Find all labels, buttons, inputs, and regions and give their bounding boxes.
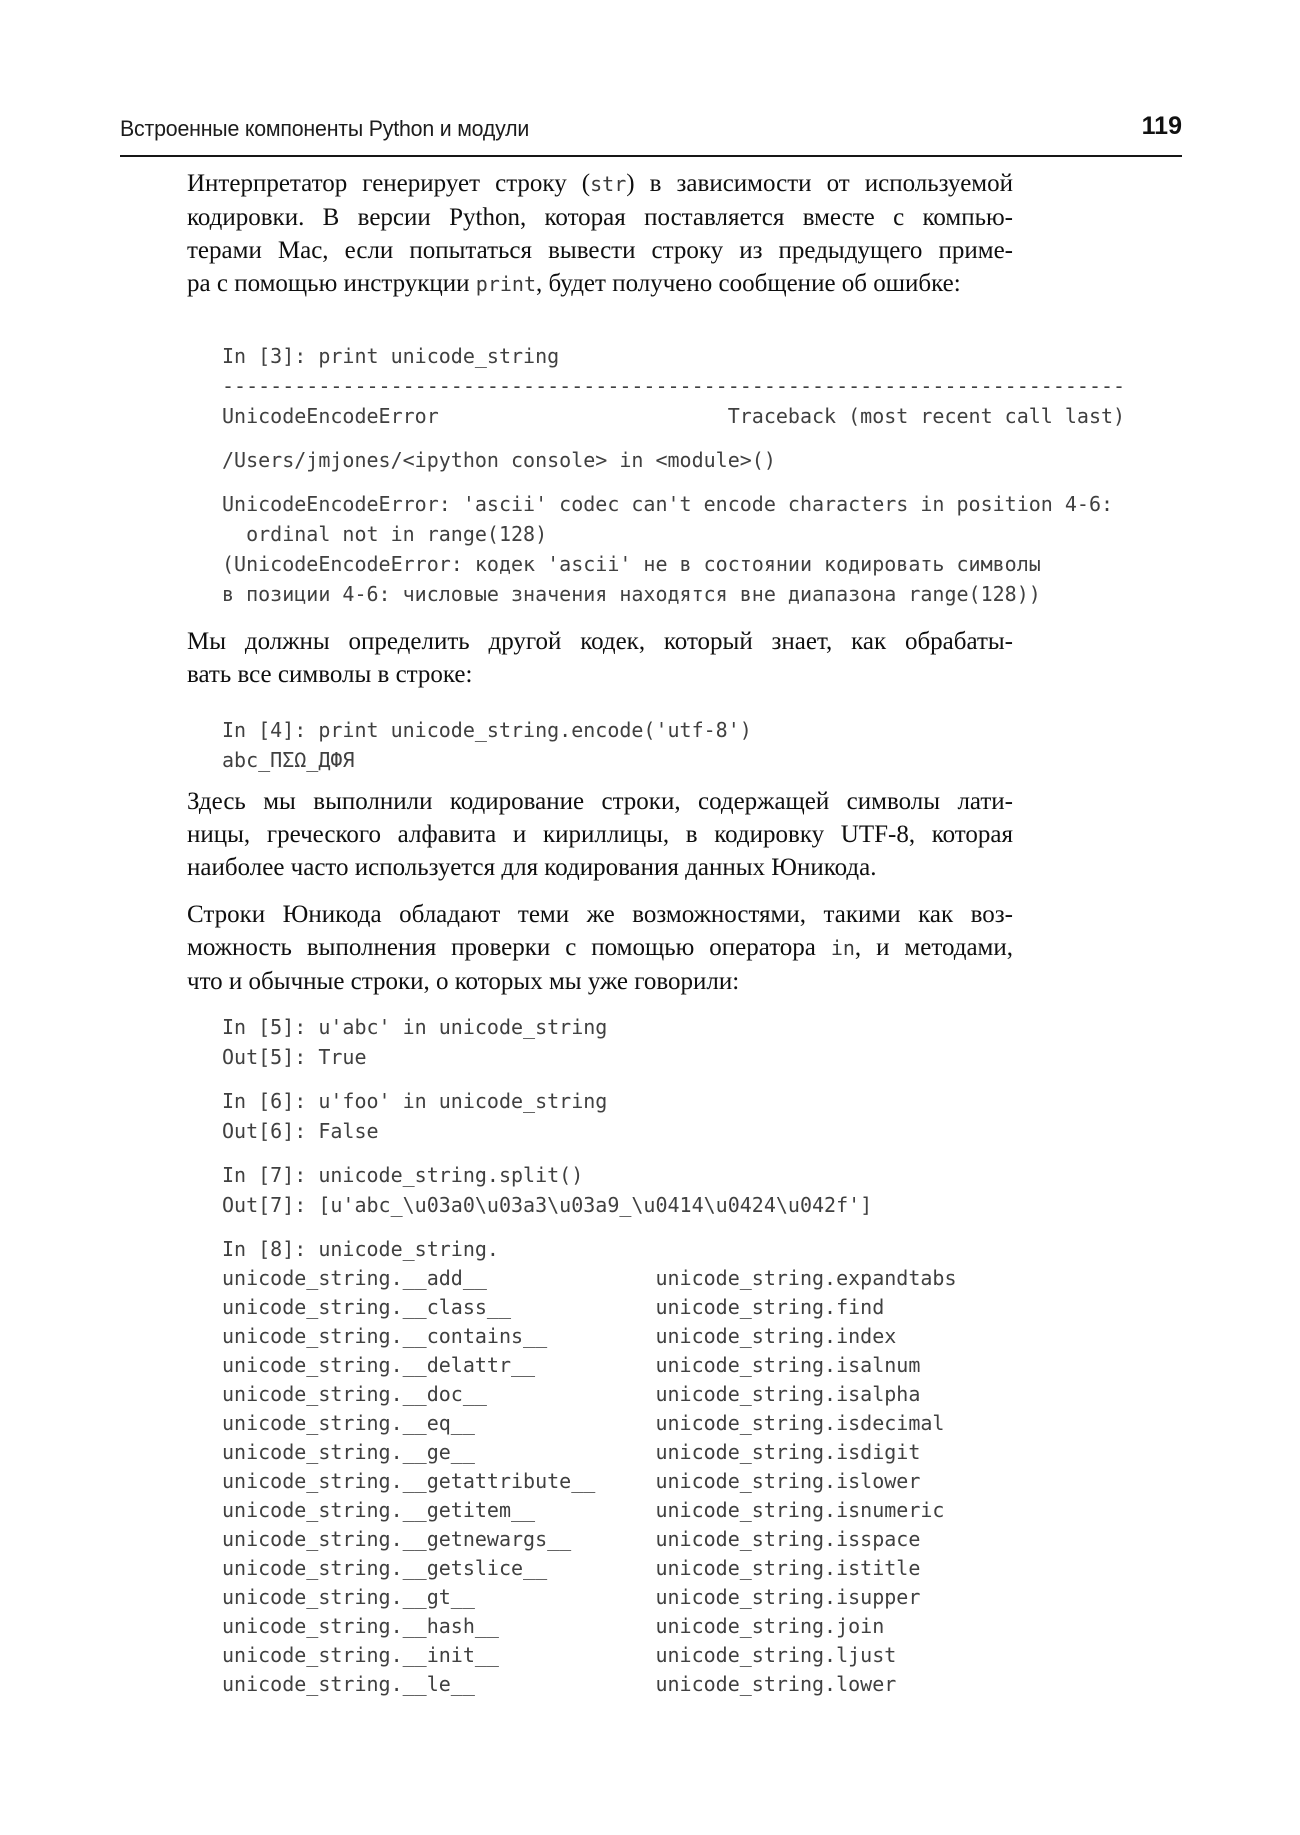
body-paragraph [187,785,1013,884]
completion-row [222,1554,1300,1583]
completion-row [222,1525,1300,1554]
code-line: в позиции 4-6: числовые значения находятся вне диапазона range(128)) [222,582,1041,606]
completion-left: unicode_string.__add__ [222,1266,487,1290]
completion-right: unicode_string.ljust [655,1643,897,1667]
completion-row [222,1322,1300,1351]
completion-row [222,1496,1300,1525]
code-blank-line [222,1072,1300,1086]
code-line: --------------------------------------------------------------------------- [222,374,1126,398]
completion-row [222,1670,1300,1699]
completion-left: unicode_string.__eq__ [222,1411,475,1435]
completion-row [222,1583,1300,1612]
completion-right: unicode_string.find [655,1295,885,1319]
paragraph-line: ра с помощью инструкции print, будет получено сообщение об ошибке: [187,270,961,297]
completion-right: unicode_string.isdigit [655,1440,921,1464]
completion-left: unicode_string.__le__ [222,1672,475,1696]
completion-left: unicode_string.__delattr__ [222,1353,536,1377]
completion-row [222,1641,1300,1670]
completion-left: unicode_string.__getattribute__ [222,1469,596,1493]
completion-left: unicode_string.__getslice__ [222,1556,548,1580]
page-body [0,157,1300,1699]
code-line: In [7]: unicode_string.split() [222,1163,584,1187]
code-block [222,715,1300,775]
completion-row [222,1380,1300,1409]
completion-right: unicode_string.isalpha [655,1382,921,1406]
code-line: Out[5]: True [222,1045,367,1069]
code-line: In [6]: u'foo' in unicode_string [222,1089,608,1113]
code-line: In [8]: unicode_string. [222,1237,499,1261]
completion-right: unicode_string.isalnum [655,1353,921,1377]
paragraph-line: Строки Юникода обладают теми же возможностями, такими как воз- [187,901,1013,928]
completion-row [222,1612,1300,1641]
code-line: /Users/jmjones/<ipython console> in <module>() [222,448,776,472]
code-blank-line [222,1146,1300,1160]
completion-left: unicode_string.__gt__ [222,1585,475,1609]
paragraph-line: вать все символы в строке: [187,661,473,688]
completion-row [222,1409,1300,1438]
inline-code: str [590,172,627,196]
code-block [222,1012,1300,1264]
completion-right: unicode_string.isupper [655,1585,921,1609]
completion-right: unicode_string.islower [655,1469,921,1493]
code-line: In [3]: print unicode_string [222,344,560,368]
page-number: 119 [1141,112,1182,140]
completion-left: unicode_string.__getitem__ [222,1498,536,1522]
completion-row [222,1467,1300,1496]
paragraph-line: кодировки. В версии Python, которая поставляется вместе с компью- [187,204,1013,231]
inline-code: print [475,272,537,296]
code-line: ordinal not in range(128) [222,522,548,546]
code-line: abc_ΠΣΩ_ДФЯ [222,748,355,772]
code-line: In [5]: u'abc' in unicode_string [222,1015,608,1039]
body-paragraph [187,167,1013,301]
paragraph-line: терами Mac, если попытаться вывести строку из предыдущего приме- [187,237,1013,264]
completion-right: unicode_string.isdecimal [655,1411,945,1435]
body-paragraph [187,625,1013,691]
paragraph-line: ницы, греческого алфавита и кириллицы, в кодировку UTF-8, которая [187,821,1013,848]
completion-row [222,1351,1300,1380]
completion-left: unicode_string.__hash__ [222,1614,499,1638]
completion-left: unicode_string.__class__ [222,1295,511,1319]
completion-row [222,1293,1300,1322]
paragraph-line: Интерпретатор генерирует строку (str) в зависимости от используемой [187,170,1014,197]
completion-list [222,1264,1300,1699]
code-block [222,341,1300,609]
code-line: Out[6]: False [222,1119,379,1143]
running-head-title: Встроенные компоненты Python и модули [120,116,530,141]
code-blank-line [222,475,1300,489]
completion-left: unicode_string.__getnewargs__ [222,1527,572,1551]
completion-right: unicode_string.isspace [655,1527,921,1551]
code-blank-line [222,1220,1300,1234]
paragraph-line: наиболее часто используется для кодирования данных Юникода. [187,854,877,881]
paragraph-line: можность выполнения проверки с помощью оператора in, и методами, [187,934,1013,961]
completion-right: unicode_string.index [655,1324,897,1348]
code-line: (UnicodeEncodeError: кодек 'ascii' не в состоянии кодировать символы [222,552,1041,576]
code-line: Out[7]: [u'abc_\u03a0\u03a3\u03a9_\u0414\u0424\u042f'] [222,1193,873,1217]
code-line: In [4]: print unicode_string.encode('utf-8') [222,718,752,742]
completion-right: unicode_string.expandtabs [655,1266,957,1290]
body-paragraph [187,898,1013,998]
paragraph-line: что и обычные строки, о которых мы уже говорили: [187,968,740,995]
code-line: UnicodeEncodeError Traceback (most recent call last) [222,404,1126,428]
code-blank-line [222,431,1300,445]
completion-right: unicode_string.istitle [655,1556,921,1580]
completion-row [222,1264,1300,1293]
completion-left: unicode_string.__init__ [222,1643,499,1667]
completion-left: unicode_string.__doc__ [222,1382,487,1406]
completion-row [222,1438,1300,1467]
paragraph-line: Мы должны определить другой кодек, который знает, как обрабаты- [187,628,1013,655]
paragraph-line: Здесь мы выполнили кодирование строки, содержащей символы лати- [187,788,1013,815]
completion-left: unicode_string.__contains__ [222,1324,548,1348]
completion-right: unicode_string.isnumeric [655,1498,945,1522]
completion-left: unicode_string.__ge__ [222,1440,475,1464]
completion-right: unicode_string.join [655,1614,885,1638]
code-line: UnicodeEncodeError: 'ascii' codec can't encode characters in position 4-6: [222,492,1114,516]
completion-right: unicode_string.lower [655,1672,897,1696]
inline-code: in [830,936,855,960]
